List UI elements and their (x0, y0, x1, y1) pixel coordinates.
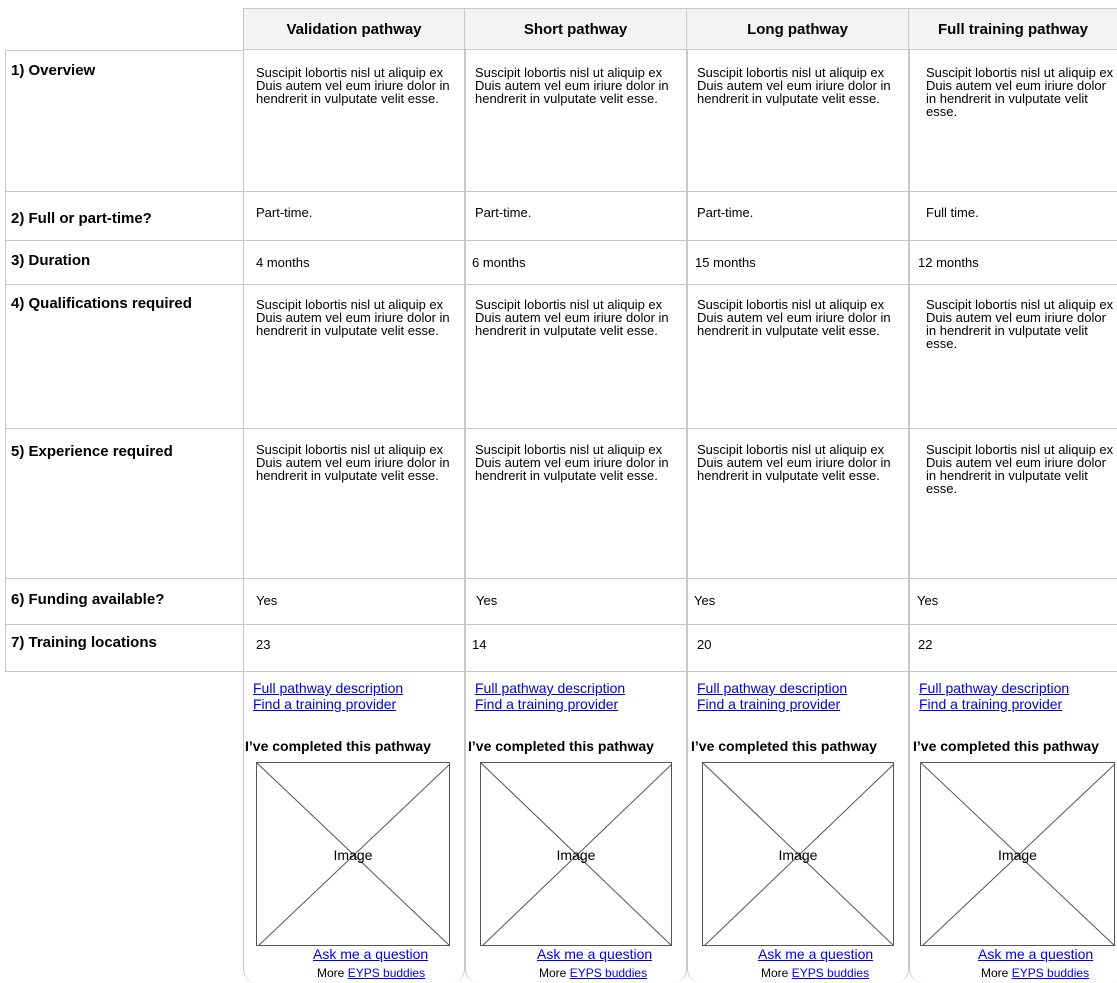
image-label: Image (778, 847, 818, 863)
qualifications-cell: Suscipit lobortis nisl ut aliquip ex Duis autem vel eum iriure dolor in hendrerit in vulputate velit esse. (926, 297, 1114, 351)
pathway-links (253, 680, 403, 712)
eyps-buddies-link[interactable]: EYPS buddies (1011, 966, 1090, 980)
buddy-image-placeholder (920, 762, 1115, 946)
mode-cell: Part-time. (475, 205, 532, 220)
completed-pathway-heading: I’ve completed this pathway (245, 738, 431, 754)
pathway-links (697, 680, 847, 712)
row-label-funding: 6) Funding available? (11, 591, 165, 608)
image-label: Image (556, 847, 596, 863)
locations-cell: 14 (472, 637, 487, 652)
qualifications-cell: Suscipit lobortis nisl ut aliquip ex Duis autem vel eum iriure dolor in hendrerit in vulputate velit esse. (475, 297, 669, 338)
locations-cell: 20 (697, 637, 712, 652)
find-training-provider-link[interactable]: Find a training provider (475, 696, 619, 712)
full-pathway-description-link[interactable]: Full pathway description (253, 680, 404, 696)
eyps-buddies-link[interactable]: EYPS buddies (791, 966, 870, 980)
overview-cell: Suscipit lobortis nisl ut aliquip ex Duis autem vel eum iriure dolor in hendrerit in vulputate velit esse. (475, 65, 669, 106)
row-label-mode: 2) Full or part-time? (11, 210, 152, 227)
pathway-links (919, 680, 1069, 712)
experience-cell: Suscipit lobortis nisl ut aliquip ex Duis autem vel eum iriure dolor in hendrerit in vulputate velit esse. (926, 442, 1114, 496)
locations-cell: 23 (256, 637, 271, 652)
experience-cell: Suscipit lobortis nisl ut aliquip ex Duis autem vel eum iriure dolor in hendrerit in vulputate velit esse. (697, 442, 891, 483)
row-label-overview: 1) Overview (11, 62, 96, 79)
duration-cell: 4 months (256, 255, 310, 270)
row-label-duration: 3) Duration (11, 252, 91, 269)
funding-cell: Yes (256, 593, 278, 608)
full-pathway-description-link[interactable]: Full pathway description (697, 680, 848, 696)
full-pathway-description-link[interactable]: Full pathway description (919, 680, 1070, 696)
qualifications-cell: Suscipit lobortis nisl ut aliquip ex Duis autem vel eum iriure dolor in hendrerit in vulputate velit esse. (697, 297, 891, 338)
mode-cell: Full time. (926, 205, 979, 220)
pathway-links (475, 680, 625, 712)
image-label: Image (333, 847, 373, 863)
completed-pathway-heading: I’ve completed this pathway (468, 738, 654, 754)
duration-cell: 6 months (472, 255, 526, 270)
funding-cell: Yes (476, 593, 498, 608)
column-header-short: Short pathway (465, 8, 687, 50)
completed-pathway-heading: I’ve completed this pathway (691, 738, 877, 754)
more-buddies-line: More EYPS buddies (761, 966, 870, 980)
overview-cell: Suscipit lobortis nisl ut aliquip ex Duis autem vel eum iriure dolor in hendrerit in vulputate velit esse. (926, 65, 1114, 119)
mode-cell: Part-time. (256, 205, 313, 220)
full-pathway-description-link[interactable]: Full pathway description (475, 680, 626, 696)
row-label-locations: 7) Training locations (11, 634, 157, 651)
duration-cell: 15 months (695, 255, 756, 270)
more-buddies-line: More EYPS buddies (539, 966, 648, 980)
buddy-image-placeholder (480, 762, 672, 946)
find-training-provider-link[interactable]: Find a training provider (919, 696, 1063, 712)
ask-question-link[interactable]: Ask me a question (978, 946, 1094, 962)
eyps-buddies-link[interactable]: EYPS buddies (347, 966, 426, 980)
find-training-provider-link[interactable]: Find a training provider (253, 696, 397, 712)
ask-question-link[interactable]: Ask me a question (313, 946, 429, 962)
find-training-provider-link[interactable]: Find a training provider (697, 696, 841, 712)
row-label-experience: 5) Experience required (11, 443, 173, 460)
ask-question-link[interactable]: Ask me a question (537, 946, 653, 962)
experience-cell: Suscipit lobortis nisl ut aliquip ex Duis autem vel eum iriure dolor in hendrerit in vulputate velit esse. (256, 442, 450, 483)
funding-cell: Yes (694, 593, 716, 608)
more-buddies-line: More EYPS buddies (981, 966, 1090, 980)
image-label: Image (998, 847, 1037, 863)
overview-cell: Suscipit lobortis nisl ut aliquip ex Duis autem vel eum iriure dolor in hendrerit in vulputate velit esse. (256, 65, 450, 106)
buddy-image-placeholder (256, 762, 450, 946)
row-label-qualifications: 4) Qualifications required (11, 295, 192, 312)
buddy-image-placeholder (702, 762, 894, 946)
duration-cell: 12 months (918, 255, 979, 270)
column-header-full: Full training pathway (909, 8, 1117, 50)
completed-pathway-heading: I’ve completed this pathway (913, 738, 1099, 754)
column-header-validation: Validation pathway (243, 8, 465, 50)
overview-cell: Suscipit lobortis nisl ut aliquip ex Duis autem vel eum iriure dolor in hendrerit in vulputate velit esse. (697, 65, 891, 106)
qualifications-cell: Suscipit lobortis nisl ut aliquip ex Duis autem vel eum iriure dolor in hendrerit in vulputate velit esse. (256, 297, 450, 338)
experience-cell: Suscipit lobortis nisl ut aliquip ex Duis autem vel eum iriure dolor in hendrerit in vulputate velit esse. (475, 442, 669, 483)
locations-cell: 22 (918, 637, 933, 652)
funding-cell: Yes (917, 593, 939, 608)
eyps-buddies-link[interactable]: EYPS buddies (569, 966, 648, 980)
more-buddies-line: More EYPS buddies (317, 966, 426, 980)
ask-question-link[interactable]: Ask me a question (758, 946, 874, 962)
column-header-long: Long pathway (687, 8, 909, 50)
mode-cell: Part-time. (697, 205, 754, 220)
